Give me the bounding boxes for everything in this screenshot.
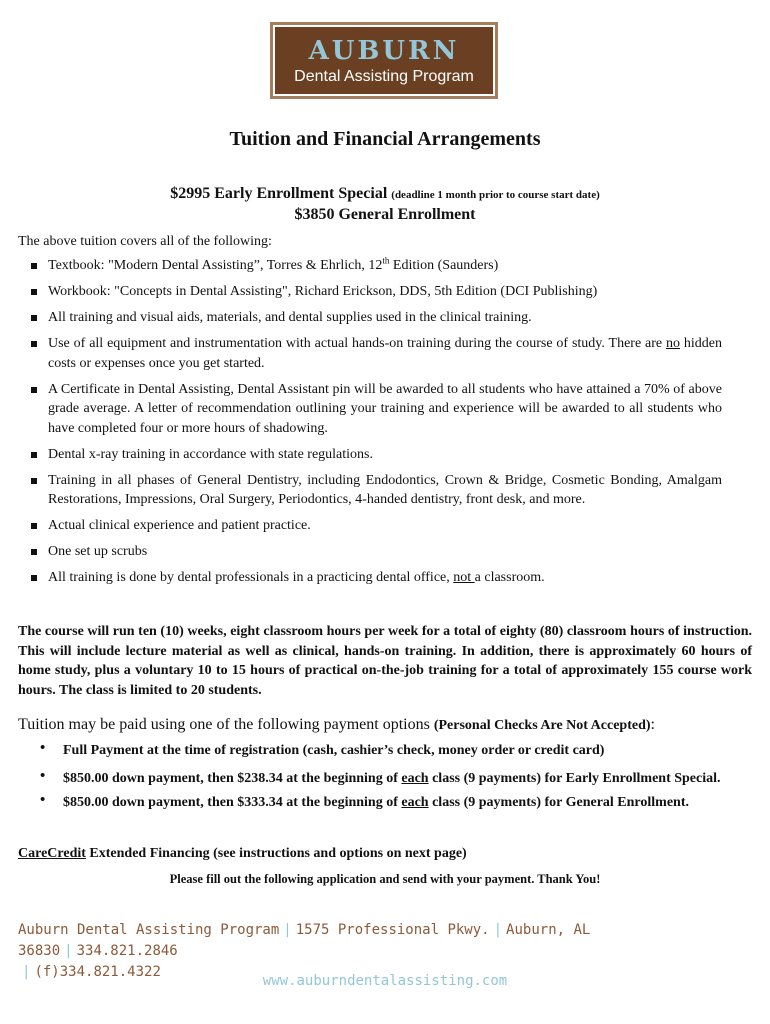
payment-intro-text: Tuition may be paid using one of the following payment options — [18, 716, 434, 733]
payment-options-list — [40, 740, 750, 814]
list-item — [30, 308, 722, 328]
logo-main-text: AUBURN — [308, 36, 460, 66]
clinical-experience-text: Actual clinical experience and patient practice. — [48, 518, 311, 533]
separator: | — [283, 922, 292, 938]
course-description: The course will run ten (10) weeks, eight classroom hours per week for a total of eighty (80) classroom hours of instruction. This will include lecture material as well as clinical, hands-on training. In addition, there is approximately 60 hours of home study, plus a voluntary 10 to 15 hours of practical on-the-job training for a total of approximately 155 course work hours. The class is limited to 20 students. — [18, 624, 752, 698]
underlined-each: each — [401, 771, 429, 786]
workbook-text: Workbook: "Concepts in Dental Assisting", Richard Erickson, DDS, 5th Edition (DCI Publishing) — [48, 284, 598, 299]
tuition-intro: The above tuition covers all of the following: — [18, 234, 272, 249]
auburn-logo — [270, 22, 498, 99]
carecredit-name: CareCredit — [18, 846, 86, 861]
early-price-text: $2995 Early Enrollment Special — [170, 185, 388, 202]
scrubs-text: One set up scrubs — [48, 544, 148, 559]
early-plan-text-end: class (9 payments) for Early Enrollment Special. — [428, 771, 721, 786]
textbook-text: Textbook: "Modern Dental Assisting”, Torres & Ehrlich, 12 — [48, 258, 383, 273]
list-item — [30, 256, 722, 276]
footer-fax: (f)334.821.4322 — [34, 964, 161, 980]
list-item — [30, 445, 722, 465]
early-plan-text: $850.00 down payment, then $238.34 at the beginning of — [63, 771, 402, 786]
logo-sub-text: Dental Assisting Program — [294, 68, 474, 85]
separator: | — [493, 922, 503, 938]
list-item — [30, 542, 722, 562]
general-enrollment-price: $3850 General Enrollment — [294, 206, 476, 223]
list-item — [30, 334, 722, 373]
list-item — [30, 568, 722, 588]
footer-phone[interactable]: 334.821.2846 — [76, 943, 178, 959]
superscript: th — [382, 255, 390, 266]
textbook-edition: Edition (Saunders) — [389, 258, 499, 273]
footer-address: 1575 Professional Pkwy. — [295, 922, 490, 938]
footer-city: Auburn, AL 36830 — [18, 922, 591, 959]
certificate-text: A Certificate in Dental Assisting, Dental Assistant pin will be awarded to all students who have attained a 70% of above grade average. A letter of recommendation outlining your training and experience will be awarded to all students who have completed four or more hours of shadowing. — [48, 381, 722, 436]
list-item — [40, 766, 750, 792]
payment-intro-colon: : — [650, 716, 655, 733]
website-link[interactable]: www.auburndentalassisting.com — [262, 973, 508, 989]
early-enrollment-price — [0, 185, 770, 203]
underlined-each: each — [401, 795, 429, 810]
list-item — [30, 282, 722, 302]
list-item — [30, 471, 722, 510]
payment-intro — [18, 716, 655, 734]
general-plan-text-end: class (9 payments) for General Enrollment. — [428, 795, 689, 810]
training-aids-text: All training and visual aids, materials, and dental supplies used in the clinical training. — [48, 310, 532, 325]
equipment-text-end: hidden costs or expenses once you get started. — [48, 336, 722, 371]
carecredit-text: Extended Financing (see instructions and options on next page) — [85, 846, 467, 861]
list-item — [30, 516, 722, 536]
equipment-text: Use of all equipment and instrumentation with actual hands-on training during the course of study. There are — [48, 336, 667, 351]
professionals-text-end: a classroom. — [474, 570, 545, 585]
no-checks-note: (Personal Checks Are Not Accepted) — [433, 718, 651, 733]
professionals-text: All training is done by dental professionals in a practicing dental office, — [48, 570, 454, 585]
logo-box — [273, 25, 495, 96]
list-item — [40, 792, 750, 814]
footer-program: Auburn Dental Assisting Program — [18, 922, 280, 938]
underlined-no: no — [666, 336, 681, 351]
separator: | — [22, 964, 31, 980]
carecredit-financing — [18, 846, 467, 862]
general-plan-text: $850.00 down payment, then $333.34 at the beginning of — [63, 795, 402, 810]
early-deadline-note: (deadline 1 month prior to course start date) — [391, 189, 600, 201]
xray-text: Dental x-ray training in accordance with state regulations. — [48, 446, 373, 462]
full-payment-option: Full Payment at the time of registration (cash, cashier’s check, money order or credit card) — [63, 743, 605, 758]
list-item — [30, 380, 722, 439]
general-dentistry-text: Training in all phases of General Dentistry, including Endodontics, Crown & Bridge, Cosmetic Bonding, Amalgam Restorations, Impressions, Oral Surgery, Periodontics, 4-handed dentistry, front desk, and more. — [48, 472, 722, 507]
separator: | — [64, 943, 73, 959]
page-title: Tuition and Financial Arrangements — [229, 128, 541, 150]
list-item — [40, 740, 750, 762]
included-items-list — [30, 256, 722, 594]
underlined-not: not — [453, 570, 475, 585]
application-instruction: Please fill out the following application and send with your payment. Thank You! — [169, 872, 601, 886]
